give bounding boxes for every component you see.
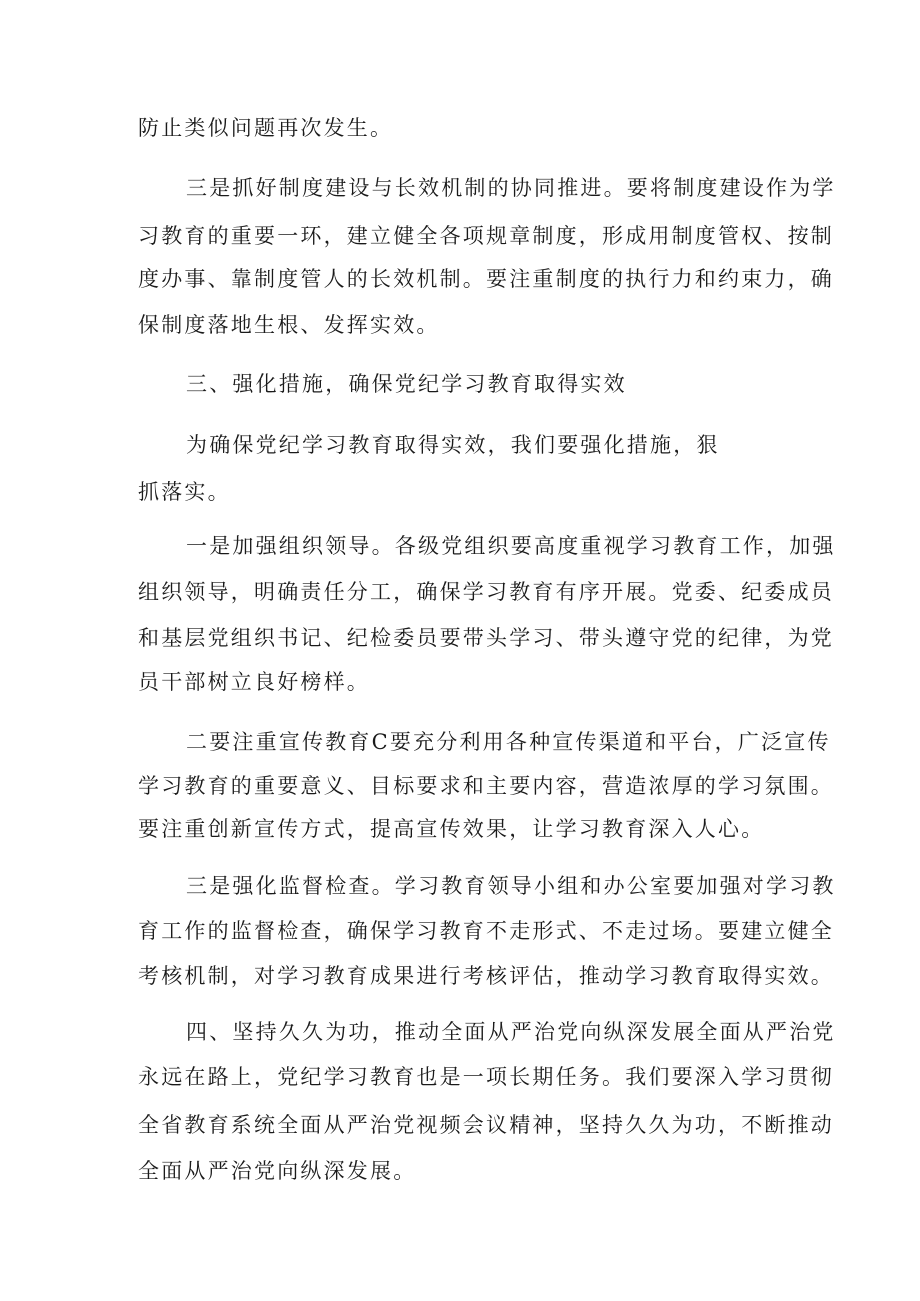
text-line: 育工作的监督检查，确保学习教育不走形式、不走过场。要建立健全 — [138, 919, 834, 943]
text-line: 组织领导，明确责任分工，确保学习教育有序开展。党委、纪委成员 — [138, 580, 834, 604]
text-line: 习教育的重要一环，建立健全各项规章制度，形成用制度管权、按制 — [138, 224, 834, 248]
text-line: 一是加强组织领导。各级党组织要高度重视学习教育工作，加强 — [186, 534, 836, 558]
text-line: 员干部树立良好榜样。 — [138, 670, 370, 694]
section-heading: 四、坚持久久为功，推动全面从严治党向纵深发展全面从严治党 — [186, 1020, 836, 1044]
text-line: 考核机制，对学习教育成果进行考核评估，推动学习教育取得实效。 — [138, 964, 834, 988]
text-line: 要注重创新宣传方式，提高宣传效果，让学习教育深入人心。 — [138, 817, 765, 841]
section-heading: 三、强化措施，确保党纪学习教育取得实效 — [186, 372, 627, 396]
text-line: 抓落实。 — [138, 480, 231, 504]
text-line: 度办事、靠制度管人的长效机制。要注重制度的执行力和约束力，确 — [138, 267, 834, 291]
text-line: 和基层党组织书记、纪检委员要带头学习、带头遵守党的纪律，为党 — [138, 626, 834, 650]
text-line: 三是强化监督检查。学习教育领导小组和办公室要加强对学习教 — [186, 874, 836, 898]
text-line: 全省教育系统全面从严治党视频会议精神，坚持久久为功，不断推动 — [138, 1113, 834, 1137]
text-line: 学习教育的重要意义、目标要求和主要内容，营造浓厚的学习氛围。 — [138, 774, 834, 798]
text-line: 永远在路上，党纪学习教育也是一项长期任务。我们要深入学习贯彻 — [138, 1065, 834, 1089]
text-line: 三是抓好制度建设与长效机制的协同推进。要将制度建设作为学 — [186, 176, 836, 200]
text-line: 保制度落地生根、发挥实效。 — [138, 313, 440, 337]
text-line: 为确保党纪学习教育取得实效，我们要强化措施，狠 — [186, 433, 720, 457]
text-line: 防止类似问题再次发生。 — [138, 116, 394, 140]
text-line: 二要注重宣传教育C要充分利用各种宣传渠道和平台，广泛宣传 — [186, 730, 831, 754]
text-line: 全面从严治党向纵深发展。 — [138, 1159, 417, 1183]
